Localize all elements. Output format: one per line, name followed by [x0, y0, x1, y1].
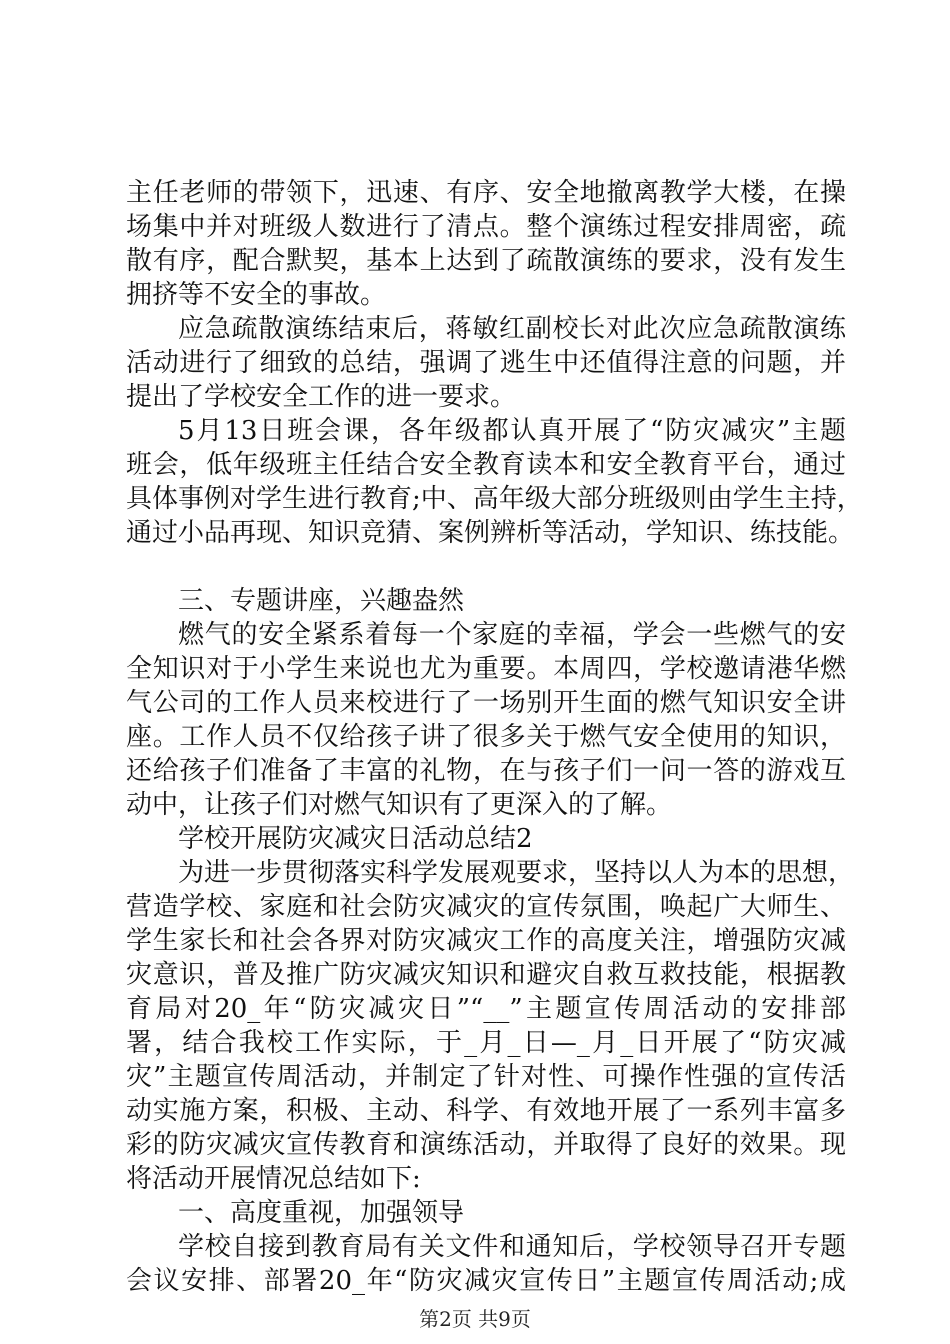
text-line: 彩的防灾减灾宣传教育和演练活动，并取得了良好的效果。现	[126, 1130, 846, 1160]
text-line: 为进一步贯彻落实科学发展观要求，坚持以人为本的思想，	[178, 858, 855, 888]
text-line: 气公司的工作人员来校进行了一场别开生面的燃气知识安全讲	[126, 688, 846, 718]
text-line: 动实施方案，积极、主动、科学、有效地开展了一系列丰富多	[126, 1096, 846, 1126]
text-line: 灾”主题宣传周活动，并制定了针对性、可操作性强的宣传活	[126, 1062, 846, 1092]
text-line: 座。工作人员不仅给孩子讲了很多关于燃气安全使用的知识，	[126, 722, 846, 752]
text-line: 提出了学校安全工作的进一要求。	[126, 382, 517, 412]
text-line: 应急疏散演练结束后，蒋敏红副校长对此次应急疏散演练	[178, 314, 846, 344]
text-line: 散有序，配合默契，基本上达到了疏散演练的要求，没有发生	[126, 246, 846, 276]
text-line: 主任老师的带领下，迅速、有序、安全地撤离教学大楼，在操	[126, 178, 846, 208]
text-line: 署，结合我校工作实际，于_月_日—_月_日开展了“防灾减	[126, 1028, 846, 1058]
text-line: 育局对20_年“防灾减灾日”“__”主题宣传周活动的安排部	[126, 994, 846, 1024]
text-line: 燃气的安全紧系着每一个家庭的幸福，学会一些燃气的安	[178, 620, 846, 650]
text-line: 还给孩子们准备了丰富的礼物，在与孩子们一问一答的游戏互	[126, 756, 846, 786]
text-line: 5月13日班会课，各年级都认真开展了“防灾减灾”主题	[178, 416, 846, 446]
text-line: 将活动开展情况总结如下:	[126, 1164, 421, 1194]
text-line: 学生家长和社会各界对防灾减灾工作的高度关注，增强防灾减	[126, 926, 846, 956]
text-line: 具体事例对学生进行教育;中、高年级大部分班级则由学生主持，	[126, 484, 863, 514]
text-line: 通过小品再现、知识竞猜、案例辨析等活动，学知识、练技能。	[126, 518, 855, 548]
text-line: 学校自接到教育局有关文件和通知后，学校领导召开专题	[178, 1232, 846, 1262]
page-footer: 第2页 共9页	[419, 1307, 531, 1331]
section-heading: 一、高度重视，加强领导	[178, 1198, 465, 1228]
text-line: 动中，让孩子们对燃气知识有了更深入的了解。	[126, 790, 673, 820]
text-line: 班会，低年级班主任结合安全教育读本和安全教育平台，通过	[126, 450, 846, 480]
text-line: 场集中并对班级人数进行了清点。整个演练过程安排周密，疏	[126, 212, 846, 242]
text-line: 拥挤等不安全的事故。	[126, 280, 387, 310]
text-line: 营造学校、家庭和社会防灾减灾的宣传氛围，唤起广大师生、	[126, 892, 846, 922]
section-heading: 三、专题讲座，兴趣盎然	[178, 586, 465, 616]
section-title: 学校开展防灾减灾日活动总结2	[178, 824, 533, 854]
text-line: 灾意识，普及推广防灾减灾知识和避灾自救互救技能，根据教	[126, 960, 846, 990]
text-line: 活动进行了细致的总结，强调了逃生中还值得注意的问题，并	[126, 348, 846, 378]
text-line: 全知识对于小学生来说也尤为重要。本周四，学校邀请港华燃	[126, 654, 846, 684]
text-line: 会议安排、部署20_年“防灾减灾宣传日”主题宣传周活动;成	[126, 1266, 846, 1296]
